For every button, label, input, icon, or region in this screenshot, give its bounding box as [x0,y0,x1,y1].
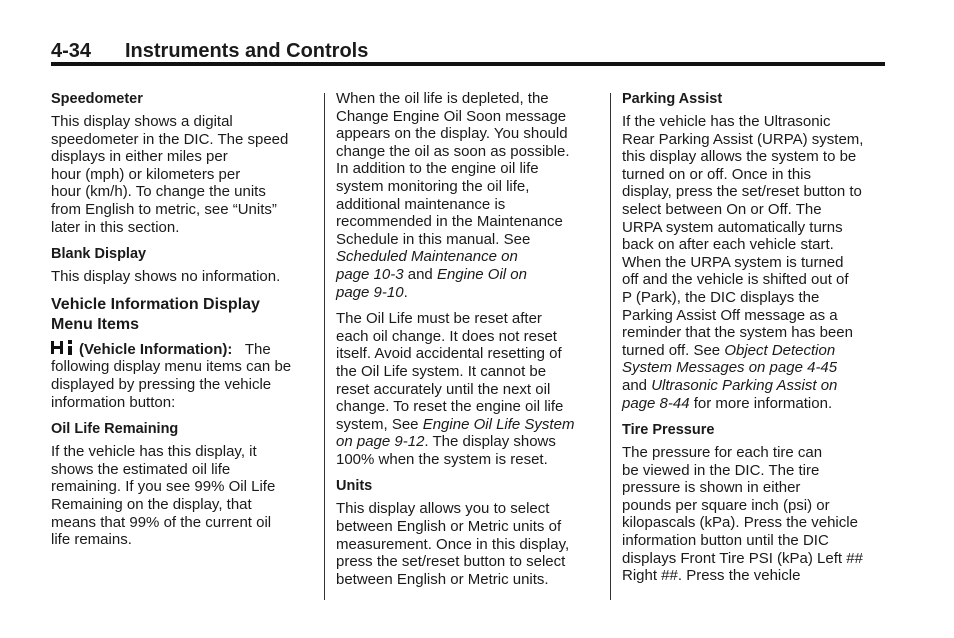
oil-life-heading: Oil Life Remaining [51,421,179,438]
tire-pressure-heading: Tire Pressure [622,422,715,439]
vid-menu-heading: Vehicle Information Display Menu Items [51,295,260,333]
speedometer-line: speedometer in the DIC. The speed [51,130,289,148]
column-3 [622,90,886,585]
parking-assist-heading: Parking Assist [622,91,723,107]
speedometer-line: hour (km/h). To change the units [51,183,266,201]
vehicle-information-icon [51,340,75,355]
vi-line: following display menu items can be [51,358,292,376]
parking-assist-text: If the vehicle has the Ultrasonic Rear Parking Assist (URPA) system, this display allows the system to be turned on or off. Once in this display, press the set/reset button to select between On or Off. The URPA system automatically turns back on after each vehicle start. When the URPA system is turned off and the vehicle is shifted out of P (Park), the DIC displays the Parking Assist Off message as a reminder that the system has been turned off. See Object Detection System Messages on page 4-45 and Ultrasonic Parking Assist on page 8-44 for more information. [622,113,864,412]
speedometer-line: hour (mph) or kilometers per [51,165,241,183]
speedometer-line: later in this section. [51,218,180,236]
units-heading: Units [336,478,373,495]
column-2 [336,90,598,588]
ultrasonic-parking-assist-page-link[interactable]: page 8-44 [622,394,690,412]
vi-line: information button: [51,393,176,411]
engine-oil-life-system-link[interactable]: Engine Oil Life System [422,415,575,433]
engine-oil-page-link[interactable]: page 9-10 [336,283,404,301]
column-divider-1 [324,93,325,600]
object-detection-page-link[interactable]: System Messages on page 4-45 [622,359,838,377]
vehicle-information-text: (Vehicle Information): The following display menu items can be displayed by pressing the vehicle information button: [51,340,292,411]
oil-reset-text: The Oil Life must be reset after each oil change. It does not reset itself. Avoid accidental resetting of the Oil Life system. It cannot be reset accurately until the next oil change. To reset the engine oil life system, See Engine Oil Life System on page 9-12. The display shows 100% when the system is reset. [336,310,575,468]
header-rule [51,62,885,66]
speedometer-text [51,113,313,236]
speedometer-line: This display shows a digital [51,113,233,130]
engine-oil-life-system-page-link[interactable]: on page 9-12 [336,433,425,451]
oil-life-text: If the vehicle has this display, it shows the estimated oil life remaining. If you see 99% Oil Life Remaining on the display, that means that 99% of the current oil life remains. [51,443,276,549]
tire-pressure-text: The pressure for each tire can be viewed in the DIC. The tire pressure is shown in either pounds per square inch (psi) or kilopascals (kPa). Press the vehicle information button until the DIC displays Front Tire PSI (kPa) Left ## Right ##. Press the vehicle [622,444,863,585]
object-detection-link[interactable]: Object Detection [724,341,836,359]
ultrasonic-parking-assist-link[interactable]: Ultrasonic Parking Assist on [651,376,838,394]
blank-display-text: This display shows no information. [51,268,281,286]
vehicle-information-label: (Vehicle Information): [79,340,233,358]
page-number: 4-34 [51,40,92,62]
oil-depleted-text: When the oil life is depleted, the Change Engine Oil Soon message appears on the display. You should change the oil as soon as possible. In addition to the engine oil life system monitoring the oil life, additional maintenance is recommended in the Maintenance Schedule in this manual. See Scheduled Maintenance on page 10-3 and Engine Oil on page 9-10. [336,90,570,301]
units-text: This display allows you to select between English or Metric units of measurement. Once in this display, press the set/reset button to select between English or Metric units. [336,500,570,588]
speedometer-line: displays in either miles per [51,148,228,166]
speedometer-heading: Speedometer [51,91,143,107]
column-1 [51,90,313,549]
vi-line: displayed by pressing the vehicle [51,375,272,393]
column-divider-2 [610,93,611,600]
scheduled-maintenance-link[interactable]: Scheduled Maintenance on [336,248,518,266]
blank-display-heading: Blank Display [51,246,147,263]
speedometer-line: from English to metric, see “Units” [51,200,277,218]
engine-oil-link[interactable]: Engine Oil on [436,265,527,283]
section-title: Instruments and Controls [125,40,369,62]
scheduled-maintenance-page-link[interactable]: page 10-3 [336,265,404,283]
